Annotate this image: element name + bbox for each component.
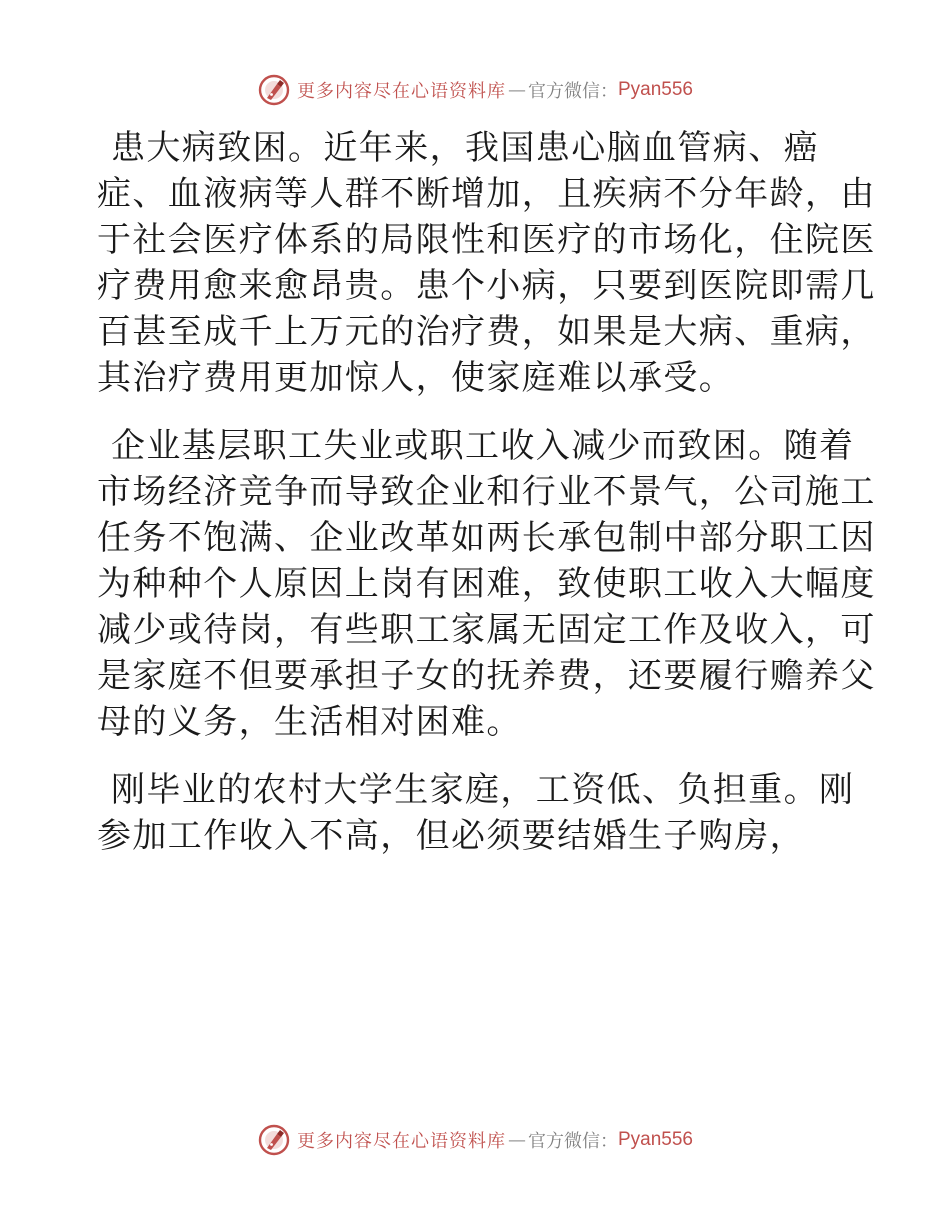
footer-watermark <box>0 1120 950 1160</box>
text-line: 患大病致困。近年来，我国患心脑血管病、癌 <box>111 128 819 168</box>
watermark-official-text: 官方微信： <box>527 1131 618 1152</box>
pen-nib-logo-icon <box>257 1123 291 1157</box>
text-line: 百甚至成千上万元的治疗费，如果是大病、重病， <box>97 312 876 352</box>
text-line: 于社会医疗体系的局限性和医疗的市场化，住院医 <box>97 220 876 260</box>
text-line: 症、血液病等人群不断增加，且疾病不分年龄，由 <box>97 174 876 214</box>
watermark-account: Pyan556 <box>617 1129 693 1150</box>
text-line: 母的义务，生活相对困难。 <box>97 702 522 742</box>
text-line: 减少或待岗，有些职工家属无固定工作及收入，可 <box>97 610 876 650</box>
text-line: 为种种个人原因上岗有困难，致使职工收入大幅度 <box>97 564 876 604</box>
text-line: 市场经济竞争而导致企业和行业不景气，公司施工 <box>97 472 876 512</box>
text-line: 疗费用愈来愈昂贵。患个小病，只要到医院即需几 <box>97 266 876 306</box>
watermark-lead-text: 更多内容尽在心语资料库 <box>296 1131 506 1152</box>
watermark-dash: — <box>507 1129 526 1151</box>
pen-nib-logo-icon <box>257 73 291 107</box>
text-line: 任务不饱满、企业改革如两长承包制中部分职工因 <box>97 518 876 558</box>
watermark-dash: — <box>507 79 526 101</box>
text-line: 其治疗费用更加惊人，使家庭难以承受。 <box>97 358 735 398</box>
watermark-account: Pyan556 <box>617 79 693 100</box>
text-line: 参加工作收入不高，但必须要结婚生子购房， <box>97 816 805 856</box>
text-line: 企业基层职工失业或职工收入减少而致困。随着 <box>111 426 855 466</box>
paragraph-1 <box>97 125 876 401</box>
watermark-official-text: 官方微信： <box>527 81 618 102</box>
paragraph-3 <box>97 767 857 859</box>
document-body <box>97 125 876 881</box>
header-watermark <box>0 70 950 110</box>
text-line: 刚毕业的农村大学生家庭，工资低、负担重。刚 <box>111 770 855 810</box>
watermark-lead-text: 更多内容尽在心语资料库 <box>296 81 506 102</box>
paragraph-2 <box>97 423 876 745</box>
text-line: 是家庭不但要承担子女的抚养费，还要履行赡养父 <box>97 656 876 696</box>
